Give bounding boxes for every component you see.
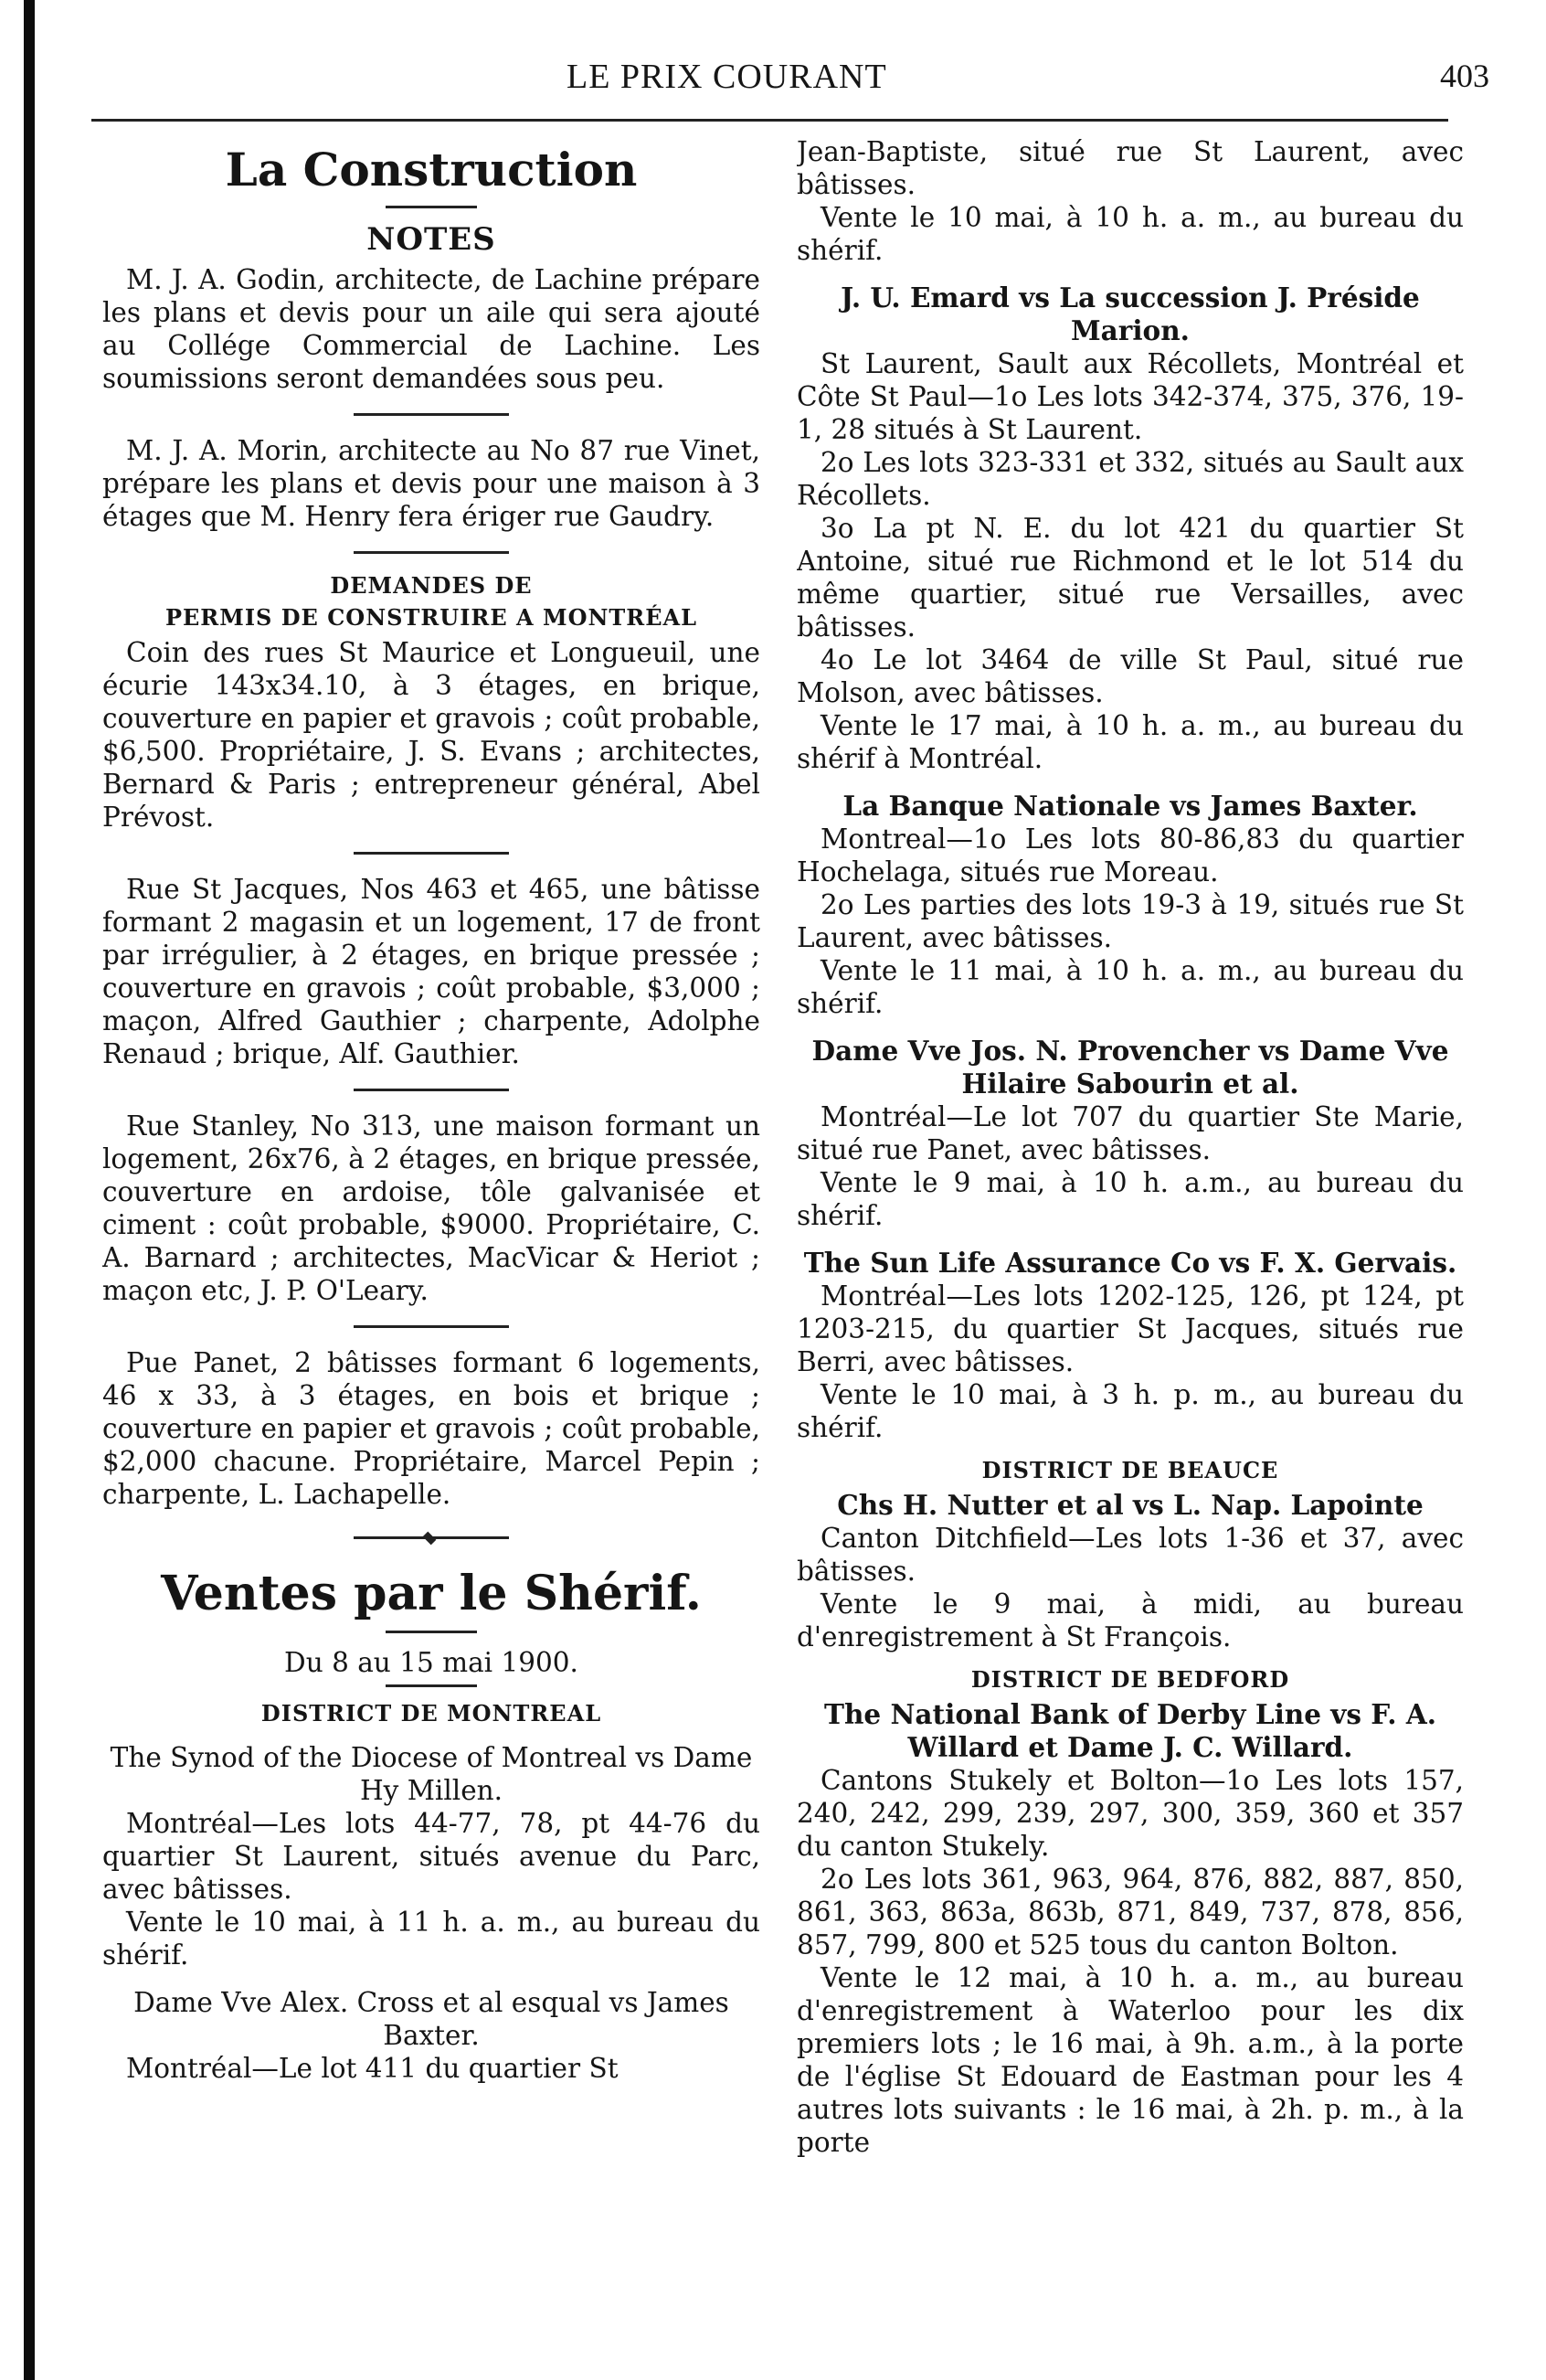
journal-title: LE PRIX COURANT bbox=[567, 58, 887, 96]
case-derby-lots-2: 2o Les lots 361, 963, 964, 876, 882, 887, 850, 861, 363, 863a, 863b, 871, 849, 737, 878, 856, 857, 799, 800 et 525 tous du canton Bolton. bbox=[797, 1864, 1464, 1960]
running-header bbox=[55, 57, 1517, 104]
left-column bbox=[102, 135, 760, 2365]
separator-rule bbox=[354, 413, 509, 416]
title-rule bbox=[386, 1631, 477, 1633]
case-emard-lots-4: 4o Le lot 3464 de ville St Paul, situé rue Molson, avec bâtisses. bbox=[797, 644, 1464, 708]
case-banque-lots-2: 2o Les parties des lots 19-3 à 19, situés rue St Laurent, avec bâtisses. bbox=[797, 889, 1464, 953]
dates-rule bbox=[386, 1684, 477, 1687]
notes-heading: NOTES bbox=[366, 221, 496, 258]
case-banque-sale: Vente le 11 mai, à 10 h. a. m., au bureau du shérif. bbox=[797, 955, 1464, 1019]
case-sun-life-sale: Vente le 10 mai, à 3 h. p. m., au bureau du shérif. bbox=[797, 1379, 1464, 1443]
case-cross-continued: Jean-Baptiste, situé rue St Laurent, avec bâtisses. bbox=[797, 136, 1464, 200]
case-nutter-title: Chs H. Nutter et al vs L. Nap. Lapointe bbox=[837, 1489, 1424, 1521]
header-rule bbox=[91, 119, 1448, 122]
case-nutter-lots: Canton Ditchfield—Les lots 1-36 et 37, avec bâtisses. bbox=[797, 1523, 1464, 1587]
separator-rule bbox=[354, 1089, 509, 1091]
case-sun-life-title: The Sun Life Assurance Co vs F. X. Gervais. bbox=[803, 1247, 1457, 1279]
sales-dates: Du 8 au 15 mai 1900. bbox=[284, 1647, 578, 1678]
right-column bbox=[797, 135, 1464, 2365]
construction-title: La Construction bbox=[225, 143, 638, 197]
district-bedford-heading: DISTRICT DE BEDFORD bbox=[970, 1666, 1290, 1693]
district-montreal-heading: DISTRICT DE MONTREAL bbox=[260, 1700, 602, 1727]
case-emard-lots-1: St Laurent, Sault aux Récollets, Montréal et Côte St Paul—1o Les lots 342-374, 375, 376, 19-1, 28 situés à St Laurent. bbox=[797, 348, 1464, 445]
case-derby-title: The National Bank of Derby Line vs F. A. Willard et Dame J. C. Willard. bbox=[824, 1698, 1436, 1763]
case-provencher-lots: Montréal—Le lot 707 du quartier Ste Marie, situé rue Panet, avec bâtisses. bbox=[797, 1101, 1464, 1165]
separator-rule bbox=[354, 551, 509, 554]
case-banque-nationale-title: La Banque Nationale vs James Baxter. bbox=[842, 790, 1418, 822]
permit-st-jacques: Rue St Jacques, Nos 463 et 465, une bâtisse formant 2 magasin et un logement, 17 de front par irrégulier, à 2 étages, en brique pressée ; couverture en gravois ; coût probable, $3,000 ; maçon, Alfred Gauthier ; charpente, Adolphe Renaud ; brique, Alf. Gauthier. bbox=[102, 874, 760, 1069]
case-provencher-title: Dame Vve Jos. N. Provencher vs Dame Vve Hilaire Sabourin et al. bbox=[811, 1035, 1449, 1100]
case-emard-title: J. U. Emard vs La succession J. Préside Marion. bbox=[841, 282, 1420, 346]
title-rule bbox=[386, 206, 477, 208]
case-synod-title: The Synod of the Diocese of Montreal vs Dame Hy Millen. bbox=[110, 1742, 753, 1806]
case-sun-life-lots: Montréal—Les lots 1202-125, 126, pt 124, pt 1203-215, du quartier St Jacques, situés rue Berri, avec bâtisses. bbox=[797, 1280, 1464, 1377]
note-morin: M. J. A. Morin, architecte au No 87 rue Vinet, prépare les plans et devis pour une maison à 3 étages que M. Henry fera ériger rue Gaudry. bbox=[102, 435, 760, 532]
district-beauce-heading: DISTRICT DE BEAUCE bbox=[981, 1457, 1279, 1483]
case-banque-lots-1: Montreal—1o Les lots 80-86,83 du quartier Hochelaga, situés rue Moreau. bbox=[797, 823, 1464, 887]
case-provencher-sale: Vente le 9 mai, à 10 h. a.m., au bureau du shérif. bbox=[797, 1167, 1464, 1231]
case-cross-sale: Vente le 10 mai, à 10 h. a. m., au bureau du shérif. bbox=[797, 202, 1464, 266]
page-binding-edge bbox=[24, 0, 35, 2380]
case-derby-lots-1: Cantons Stukely et Bolton—1o Les lots 157, 240, 242, 299, 239, 297, 300, 359, 360 et 357 du canton Stukely. bbox=[797, 1765, 1464, 1862]
case-synod-lots: Montréal—Les lots 44-77, 78, pt 44-76 du quartier St Laurent, situés avenue du Parc, avec bâtisses. bbox=[102, 1808, 760, 1905]
page-number: 403 bbox=[1440, 58, 1489, 94]
permit-st-maurice: Coin des rues St Maurice et Longueuil, une écurie 143x34.10, à 3 étages, en brique, couverture en papier et gravois ; coût probable, $6,500. Propriétaire, J. S. Evans ; architectes, Bernard & Paris ; entrepreneur général, Abel Prévost. bbox=[102, 637, 760, 833]
sheriff-sales-title: Ventes par le Shérif. bbox=[161, 1566, 702, 1621]
permit-panet: Pue Panet, 2 bâtisses formant 6 logements, 46 x 33, à 3 étages, en bois et brique ; couverture en papier et gravois ; coût probable, $2,000 chacune. Propriétaire, Marcel Pepin ; charpente, L. Lachapelle. bbox=[102, 1347, 760, 1510]
case-emard-lots-3: 3o La pt N. E. du lot 421 du quartier St Antoine, situé rue Richmond et le lot 514 du même quartier, situé rue Versailles, avec bâtisses. bbox=[797, 513, 1464, 643]
separator-rule bbox=[354, 1325, 509, 1328]
case-cross-title: Dame Vve Alex. Cross et al esqual vs James Baxter. bbox=[133, 1987, 729, 2051]
permits-heading-line2: PERMIS DE CONSTRUIRE A MONTRÉAL bbox=[164, 604, 698, 631]
case-nutter-sale: Vente le 9 mai, à midi, au bureau d'enregistrement à St François. bbox=[797, 1588, 1464, 1652]
permits-heading-line1: DEMANDES DE bbox=[330, 572, 533, 599]
ornamental-rule bbox=[354, 1531, 509, 1544]
case-synod-sale: Vente le 10 mai, à 11 h. a. m., au bureau du shérif. bbox=[102, 1907, 760, 1971]
note-godin: M. J. A. Godin, architecte, de Lachine prépare les plans et devis pour un aile qui sera ajouté au Collége Commercial de Lachine. Les soumissions seront demandées sous peu. bbox=[102, 264, 760, 394]
case-cross-lots: Montréal—Le lot 411 du quartier St bbox=[126, 2053, 619, 2084]
permit-stanley: Rue Stanley, No 313, une maison formant un logement, 26x76, à 2 étages, en brique pressée, couverture en ardoise, tôle galvanisée et ciment : coût probable, $9000. Propriétaire, C. A. Barnard ; architectes, MacVicar & Heriot ; maçon etc, J. P. O'Leary. bbox=[102, 1110, 760, 1306]
case-emard-sale: Vente le 17 mai, à 10 h. a. m., au bureau du shérif à Montréal. bbox=[797, 710, 1464, 774]
case-derby-sale: Vente le 12 mai, à 10 h. a. m., au bureau d'enregistrement à Waterloo pour les dix premiers lots ; le 16 mai, à 9h. a.m., à la porte de l'église St Edouard de Eastman pour les 4 autres lots suivants : le 16 mai, à 2h. p. m., à la porte bbox=[797, 1962, 1464, 2158]
case-emard-lots-2: 2o Les lots 323-331 et 332, situés au Sault aux Récollets. bbox=[797, 447, 1464, 511]
separator-rule bbox=[354, 852, 509, 855]
